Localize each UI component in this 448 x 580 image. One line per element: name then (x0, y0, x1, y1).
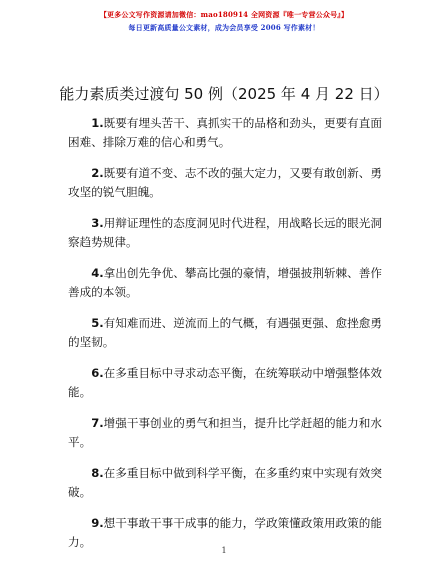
item-text: 有知难而进、逆流而上的气概，有遇强更强、愈挫愈勇的坚韧。 (68, 316, 382, 349)
list-item (68, 314, 390, 352)
list-item (68, 114, 390, 152)
page-number: 1 (221, 546, 227, 555)
list-item (68, 214, 390, 252)
item-number: 7. (91, 416, 104, 430)
list-item (68, 264, 390, 302)
item-number: 5. (91, 316, 104, 330)
item-number: 2. (91, 166, 104, 180)
list-item (68, 464, 390, 502)
item-number: 3. (91, 216, 104, 230)
item-number: 8. (91, 466, 104, 480)
item-number: 1. (91, 116, 104, 130)
list-item (68, 414, 390, 452)
item-list (68, 114, 390, 564)
item-number: 9. (91, 516, 104, 530)
item-number: 6. (91, 366, 104, 380)
item-number: 4. (91, 266, 104, 280)
item-text: 用辩证理性的态度洞见时代进程，用战略长远的眼光洞察趋势规律。 (68, 216, 382, 249)
item-text: 在多重目标中做到科学平衡，在多重约束中实现有效突破。 (68, 466, 382, 499)
item-text: 既要有埋头苦干、真抓实干的品格和劲头，更要有直面困难、排除万难的信心和勇气。 (68, 116, 382, 149)
header-banner-subscribe: 每日更新高质量公文素材，成为会员享受 2006 写作素材！ (128, 23, 320, 32)
document-title: 能力素质类过渡句 50 例（2025 年 4 月 22 日） (59, 85, 389, 103)
item-text: 想干事敢干事干成事的能力，学政策懂政策用政策的能力。 (68, 516, 382, 549)
item-text: 既要有道不变、志不改的强大定力，又要有敢创新、勇攻坚的锐气胆魄。 (68, 166, 382, 199)
item-text: 增强干事创业的勇气和担当，提升比学赶超的能力和水平。 (68, 416, 382, 449)
header-banner-promo: 【更多公文写作资源请加微信：mao180914 全网资源『唯一专营公众号』】 (99, 10, 349, 19)
item-text: 拿出创先争优、攀高比强的豪情，增强披荆斩棘、善作善成的本领。 (68, 266, 382, 299)
list-item (68, 364, 390, 402)
list-item (68, 164, 390, 202)
item-text: 在多重目标中寻求动态平衡，在统筹联动中增强整体效能。 (68, 366, 382, 399)
